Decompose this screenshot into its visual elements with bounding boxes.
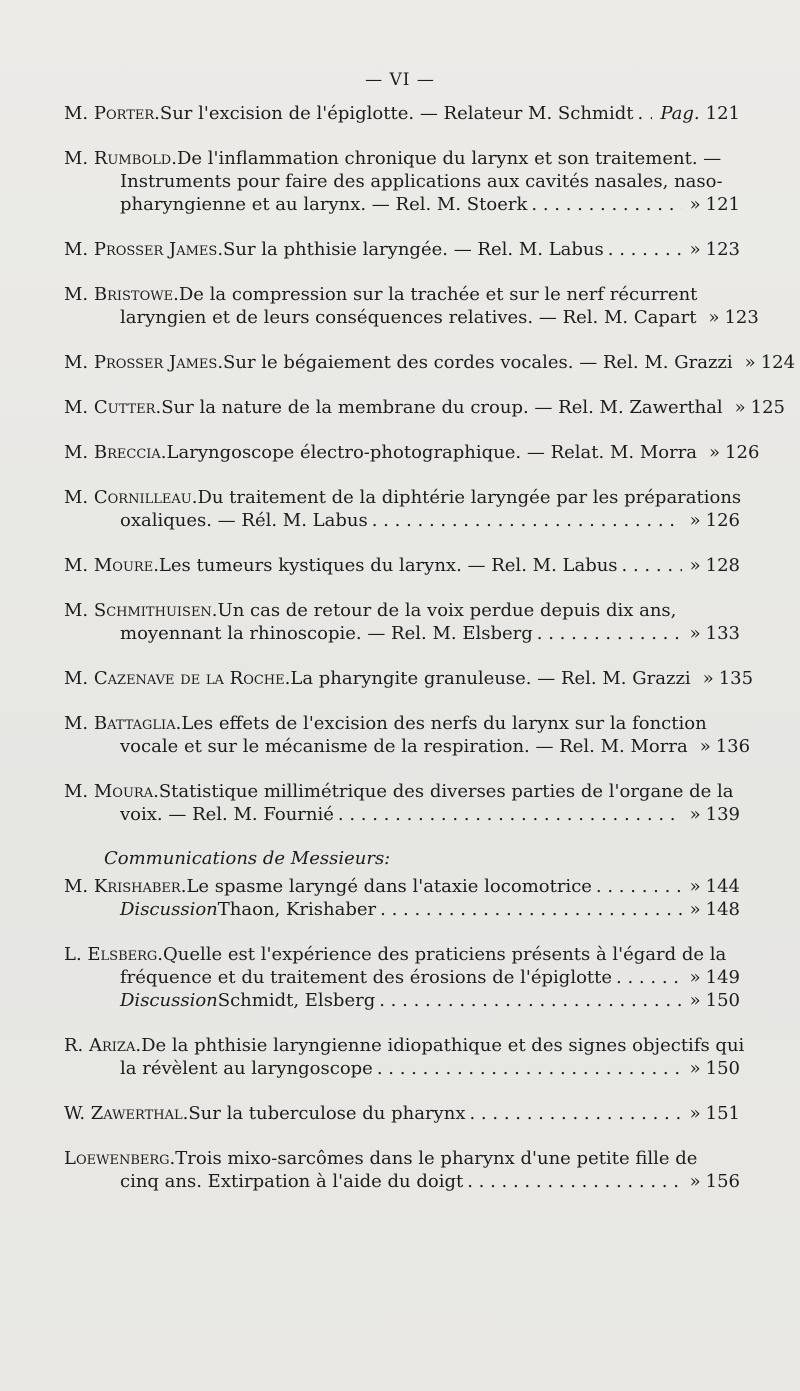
- entry-author: M. Cornilleau.: [64, 487, 198, 508]
- leader-dots: [379, 989, 681, 1012]
- leader-dots: [596, 875, 682, 898]
- entry-text: Le spasme laryngé dans l'ataxie locomotrice: [186, 876, 592, 897]
- page-reference: [686, 193, 740, 216]
- leader-dots: [537, 622, 682, 645]
- entry-text: De la phthisie laryngienne idiopathique et des signes objectifs qui: [141, 1035, 745, 1056]
- page-reference: [699, 667, 753, 690]
- entry-line: [64, 351, 796, 374]
- entry-text: Les effets de l'excision des nerfs du larynx sur la fonction: [181, 713, 707, 734]
- entry-text: Sur la nature de la membrane du croup. — Rel. M. Zawerthal: [161, 397, 723, 418]
- page-number: 150: [705, 990, 740, 1011]
- page-reference: [686, 1057, 740, 1080]
- page-marker: »: [708, 307, 720, 328]
- entry-text: De la compression sur la trachée et sur le nerf récurrent: [178, 284, 698, 305]
- entry-author: M. Rumbold.: [64, 148, 177, 169]
- entry-line: [64, 396, 786, 419]
- leader-dots: [372, 509, 682, 532]
- entry-text: pharyngienne et au larynx. — Rel. M. Stoerk: [120, 194, 528, 215]
- entry-line: [64, 509, 740, 532]
- leader-dots: [616, 966, 682, 989]
- entry-text: Sur l'excision de l'épiglotte. — Relateur M. Schmidt: [159, 103, 634, 124]
- discussion-line: [64, 898, 740, 921]
- page-number: 135: [718, 668, 754, 689]
- entry-line: [64, 486, 740, 509]
- entry-author: M. Breccia.: [64, 442, 167, 463]
- entry-text: De l'inflammation chronique du larynx et son traitement. —: [176, 148, 722, 169]
- toc-entry: [64, 780, 740, 826]
- page-marker: »: [689, 194, 701, 215]
- entry-line: [64, 1147, 740, 1170]
- page-reference: [686, 238, 740, 261]
- page-number: 139: [705, 804, 740, 825]
- entry-text: Sur le bégaiement des cordes vocales. — Rel. M. Grazzi: [223, 352, 733, 373]
- page-number: 148: [705, 899, 740, 920]
- entry-text: la révèlent au laryngoscope: [120, 1058, 373, 1079]
- page-reference: [686, 1102, 740, 1125]
- page-reference: [686, 622, 740, 645]
- entry-line: [64, 803, 740, 826]
- page-marker: »: [689, 804, 701, 825]
- entry-author: M. Moura.: [64, 781, 159, 802]
- page-number: 156: [705, 1171, 740, 1192]
- page-number: 128: [705, 555, 740, 576]
- entry-author: M. Krishaber.: [64, 876, 187, 897]
- page-reference: [686, 966, 740, 989]
- entry-text: fréquence et du traitement des érosions de l'épiglotte: [120, 967, 613, 988]
- entry-line: [64, 1057, 740, 1080]
- entry-author: M. Prosser James.: [64, 352, 224, 373]
- page-number: 124: [760, 352, 796, 373]
- page-number: 121: [705, 103, 740, 124]
- entry-text: cinq ans. Extirpation à l'aide du doigt: [120, 1171, 464, 1192]
- entry-line: [64, 875, 740, 898]
- discussion-text: Schmidt, Elsberg: [217, 990, 376, 1011]
- communication-entry: [64, 1034, 745, 1080]
- communication-entry: [64, 943, 740, 1012]
- page-reference: [705, 441, 759, 464]
- entry-line: [64, 306, 759, 329]
- entry-author: Loewenberg.: [64, 1148, 176, 1169]
- leader-dots: [531, 193, 681, 216]
- leader-dots: [638, 102, 653, 125]
- page-number: 149: [705, 967, 740, 988]
- page-number: 125: [750, 397, 786, 418]
- page-marker: »: [689, 510, 701, 531]
- entry-author: M. Porter.: [64, 103, 160, 124]
- page-number: 123: [724, 307, 759, 328]
- entry-text: oxaliques. — Rél. M. Labus: [120, 510, 368, 531]
- entry-line: [64, 170, 740, 193]
- page-marker: »: [689, 967, 701, 988]
- entry-line: [64, 238, 740, 261]
- entry-line: [64, 441, 760, 464]
- entry-line: [64, 712, 740, 735]
- entry-text: Les tumeurs kystiques du larynx. — Rel. M. Labus: [158, 555, 618, 576]
- page-marker: »: [689, 623, 701, 644]
- entry-line: [64, 1170, 740, 1193]
- entry-text: Sur la tuberculose du pharynx: [188, 1103, 466, 1124]
- entry-text: Du traitement de la diphtérie laryngée par les préparations: [197, 487, 742, 508]
- entry-text: Statistique millimétrique des diverses parties de l'organe de la: [158, 781, 734, 802]
- toc-entry: [64, 554, 740, 577]
- leader-dots: [338, 803, 682, 826]
- page-number: 150: [705, 1058, 740, 1079]
- entry-line: [64, 599, 740, 622]
- entry-text: voix. — Rel. M. Fournié: [120, 804, 334, 825]
- leader-dots: [380, 898, 682, 921]
- entry-line: [64, 102, 740, 125]
- page-number: 136: [715, 736, 751, 757]
- leader-dots: [608, 238, 682, 261]
- page-reference: [741, 351, 795, 374]
- communication-entry: [64, 1147, 740, 1193]
- entry-text: Sur la phthisie laryngée. — Rel. M. Labus: [223, 239, 604, 260]
- page-reference: [686, 803, 740, 826]
- page-number: 133: [705, 623, 740, 644]
- entry-text: Quelle est l'expérience des praticiens présents à l'égard de la: [163, 944, 727, 965]
- entry-text: Un cas de retour de la voix perdue depuis dix ans,: [217, 600, 677, 621]
- entry-author: M. Battaglia.: [64, 713, 182, 734]
- page-marker: »: [689, 899, 701, 920]
- discussion-label: Discussion: [120, 899, 218, 920]
- toc-entry: [64, 102, 740, 125]
- entry-line: [64, 1034, 745, 1057]
- leader-dots: [467, 1170, 681, 1193]
- page-number: 151: [705, 1103, 740, 1124]
- entry-line: [64, 622, 740, 645]
- entry-line: [64, 147, 740, 170]
- entry-author: M. Moure.: [64, 555, 159, 576]
- entry-author: M. Cutter.: [64, 397, 162, 418]
- page-reference: [686, 1170, 740, 1193]
- page-marker: »: [744, 352, 756, 373]
- entry-text: vocale et sur le mécanisme de la respiration. — Rel. M. Morra: [120, 736, 688, 757]
- entry-line: [64, 667, 754, 690]
- page-numeral: — VI —: [365, 70, 435, 90]
- toc-entry: [64, 238, 740, 261]
- communication-entry: [64, 875, 740, 921]
- entry-text: moyennant la rhinoscopie. — Rel. M. Elsberg: [120, 623, 533, 644]
- discussion-label: Discussion: [120, 990, 218, 1011]
- discussion-text: Thaon, Krishaber: [217, 899, 377, 920]
- page-marker: »: [689, 1171, 701, 1192]
- leader-dots: [377, 1057, 682, 1080]
- page-marker: »: [689, 1103, 701, 1124]
- discussion-line: [64, 989, 740, 1012]
- page-reference: [656, 102, 740, 125]
- entry-line: [64, 193, 740, 216]
- entry-line: [64, 966, 740, 989]
- entry-author: M. Schmithuisen.: [64, 600, 218, 621]
- page-number: 126: [725, 442, 760, 463]
- toc-entry: [64, 147, 740, 216]
- entry-author: M. Prosser James.: [64, 239, 224, 260]
- communication-entry: [64, 1102, 740, 1125]
- page-marker: Pag.: [660, 103, 700, 124]
- page-marker: »: [689, 1058, 701, 1079]
- entry-author: M. Cazenave de la Roche.: [64, 668, 291, 689]
- entry-line: [64, 943, 740, 966]
- toc-entry: [64, 351, 796, 374]
- page-reference: [686, 989, 740, 1012]
- page-reference: [704, 306, 758, 329]
- page-reference: [686, 509, 740, 532]
- page-number: 123: [705, 239, 740, 260]
- page-reference: [686, 898, 740, 921]
- toc-entry: [64, 441, 760, 464]
- entry-text: Instruments pour faire des applications aux cavités nasales, naso-: [120, 171, 723, 192]
- page-marker: »: [689, 876, 701, 897]
- page-marker: »: [689, 990, 701, 1011]
- entry-text: laryngien et de leurs conséquences relatives. — Rel. M. Capart: [120, 307, 697, 328]
- page-marker: »: [699, 736, 711, 757]
- toc-entry: [64, 396, 786, 419]
- page-marker: »: [734, 397, 746, 418]
- page-reference: [686, 554, 740, 577]
- page-reference: [731, 396, 785, 419]
- toc-entry: [64, 667, 754, 690]
- entry-author: L. Elsberg.: [64, 944, 164, 965]
- leader-dots: [622, 554, 682, 577]
- page-number: 126: [705, 510, 740, 531]
- leader-dots: [469, 1102, 681, 1125]
- page-marker: »: [702, 668, 714, 689]
- entry-line: [64, 735, 751, 758]
- page-marker: »: [709, 442, 721, 463]
- entry-text: Trois mixo-sarcômes dans le pharynx d'une petite fille de: [175, 1148, 698, 1169]
- entry-text: La pharyngite granuleuse. — Rel. M. Grazzi: [290, 668, 691, 689]
- toc-entry: [64, 486, 740, 532]
- entry-author: R. Ariza.: [64, 1035, 142, 1056]
- section-heading: Communications de Messieurs:: [104, 848, 391, 869]
- page-marker: »: [689, 555, 701, 576]
- page-number: 121: [705, 194, 740, 215]
- page-number: 144: [705, 876, 740, 897]
- page-marker: »: [689, 239, 701, 260]
- entry-line: [64, 283, 740, 306]
- entry-line: [64, 780, 740, 803]
- toc-entry: [64, 712, 751, 758]
- table-of-contents: [64, 102, 796, 1215]
- entry-line: [64, 554, 740, 577]
- toc-entry: [64, 599, 740, 645]
- page-reference: [696, 735, 750, 758]
- entry-author: M. Bristowe.: [64, 284, 179, 305]
- entry-line: [64, 1102, 740, 1125]
- entry-author: W. Zawerthal.: [64, 1103, 189, 1124]
- entry-text: Laryngoscope électro-photographique. — Relat. M. Morra: [166, 442, 698, 463]
- toc-entry: [64, 283, 759, 329]
- page-reference: [686, 875, 740, 898]
